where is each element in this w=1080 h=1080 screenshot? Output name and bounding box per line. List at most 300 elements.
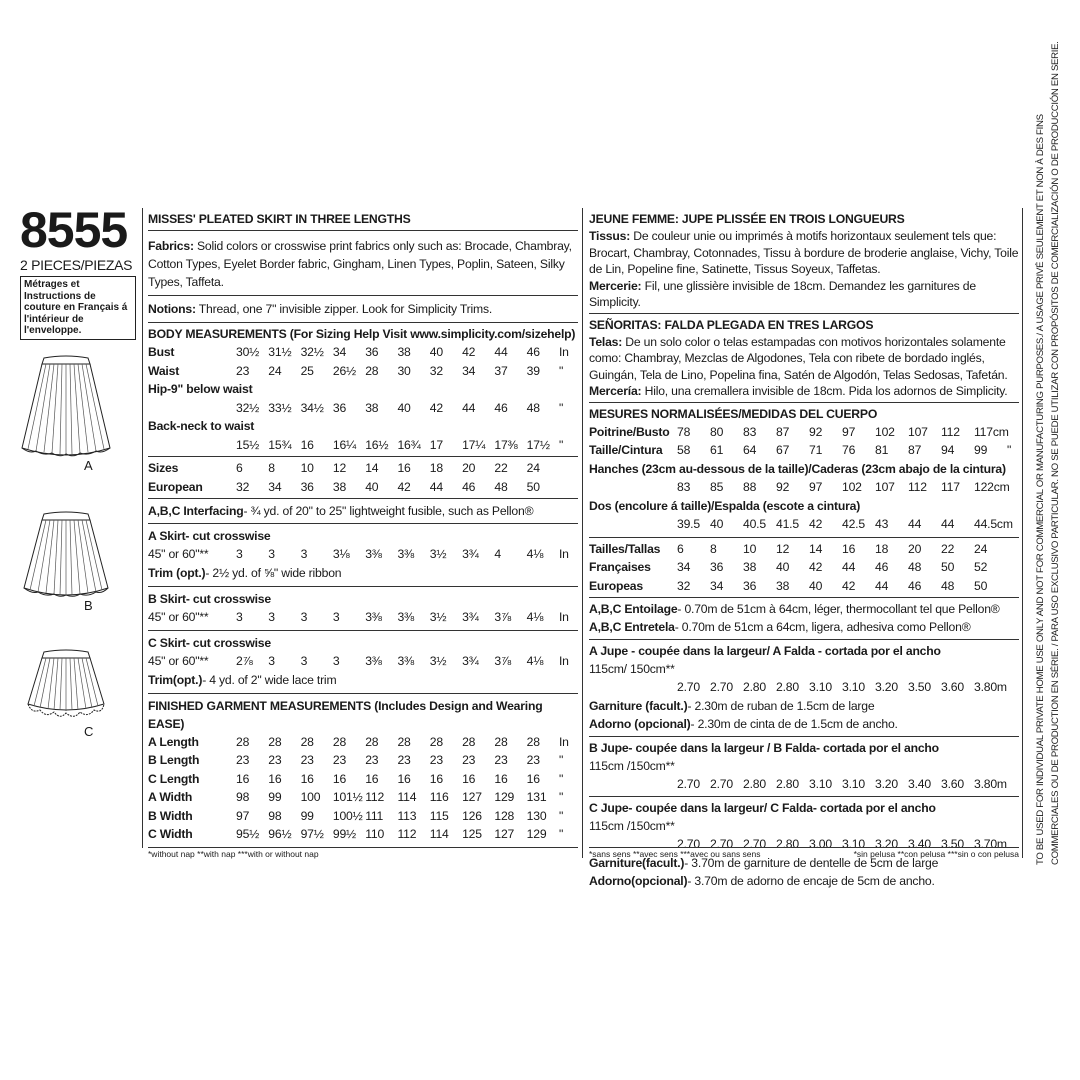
measurement-row [148,362,578,381]
row-value: 107 [908,424,928,439]
row-value: 36 [300,479,314,494]
row-unit: " [558,437,564,452]
row-value: 64 [743,443,757,458]
row-value: 40 [809,578,823,593]
row-value: 8 [710,541,717,556]
row-value: 114 [429,827,449,842]
row-value: 88 [743,480,757,495]
row-value: 30 [397,363,411,378]
row-value: 17¼ [462,437,486,452]
row-unit: " [558,827,564,842]
row-value: 46 [462,479,476,494]
row-value: 20 [908,541,922,556]
legal-line-2: COMMERCIALES OU DE PRODUCTION EN SÉRIE. / PARA USO EXCLUSIVO PARTICULAR. NO SE PUEDE UTILIZAR CON PROPÓSITOS DE COMERCIALIZACIÓN O DE PRODUCCIÓN EN SERIE. [1050,41,1061,865]
fr-a-heading: A Jupe - coupée dans la largeur/ A Falda - cortada por el ancho [589,644,941,658]
row-value: 16 [300,437,314,452]
en-c-heading: C Skirt- cut crosswise [148,636,271,650]
row-value: 92 [776,480,790,495]
row-value: 10 [743,541,757,556]
row-value: 3.60 [941,680,964,695]
row-value: 2.80 [743,680,766,695]
row-value: 22 [494,461,508,476]
es-entretela: A,B,C Entretela- 0.70m de 51cm a 64cm, ligera, adhesiva como Pellon® [589,620,971,634]
row-value: 48 [526,400,540,415]
fr-sizes [589,540,1019,596]
row-value: 46 [908,578,922,593]
row-value: 81 [875,443,889,458]
row-value: 2.70 [743,837,766,852]
es-footnote: *sin pelusa **con pelusa ***sin o con pelusa [853,849,1019,859]
row-value: 2.80 [776,837,799,852]
row-value: 24 [974,541,988,556]
fr-entoilage: A,B,C Entoilage- 0.70m de 51cm à 64cm, léger, thermocollant tel que Pellon® [589,602,1000,616]
row-value: 24 [268,363,282,378]
row-value: 28 [397,734,411,749]
es-merceria: Mercería: Hilo, una cremallera invisible de 18cm. Pida los adornos de Simplicity. [589,384,1008,398]
row-label: 45" or 60"** [148,547,209,562]
row-value: 3.10 [842,776,865,791]
row-value: 42.5 [842,517,865,532]
row-value: 12 [332,461,347,476]
en-body-measurements [148,343,578,454]
measurement-row [148,751,578,770]
measurement-row [589,558,1019,577]
row-value: 100½ [332,808,363,823]
row-value: 23 [526,753,540,768]
es-adorno: Adorno (opcional)- 2.30m de cinta de de 1.5cm de ancho. [589,716,898,731]
row-value: 61 [710,443,724,458]
row-value: 2.80 [776,776,799,791]
french-spanish-section [589,210,1019,890]
row-label: Françaises [589,560,651,575]
measurement-row [148,652,578,671]
row-value: 28 [365,363,379,378]
row-value: 2⅞ [236,654,253,669]
row-value: 96½ [268,827,292,842]
row-value: 58 [677,443,691,458]
en-c-trim: Trim(opt.)- 4 yd. of 2" wide lace trim [148,672,337,687]
en-c-yardage [148,652,578,671]
row-value: 3.00 [809,837,832,852]
row-value: 3.10 [842,837,865,852]
row-value: 44 [429,479,443,494]
row-value: 32 [429,363,443,378]
row-value: 12 [776,541,790,556]
row-value: 3 [268,654,275,669]
skirt-b-illustration [0,510,130,600]
row-value: 98 [236,790,250,805]
row-value: 107 [875,480,895,495]
row-value: 28 [429,734,443,749]
figure-label-b: B [84,598,93,613]
row-unit: In [558,654,569,669]
row-value: 38 [743,560,757,575]
measurement-row [148,459,578,478]
row-value: 67 [776,443,790,458]
row-value: 130 [526,808,547,823]
measurement-row [148,436,578,455]
row-value: 40 [429,345,443,360]
row-value: 97 [809,480,823,495]
row-value: 115 [429,808,449,823]
row-value: 3.60 [941,776,964,791]
measurement-row [589,478,1019,497]
measurement-row [589,775,1019,794]
row-value: 36 [365,345,379,360]
row-label: Waist [148,363,180,378]
row-value: 33½ [268,400,292,415]
row-value: 3¾ [462,609,479,624]
row-value: 3½ [429,609,447,624]
row-value: 2.80 [743,776,766,791]
row-label: European [148,479,203,494]
row-unit: In [558,734,569,749]
fr-title: JEUNE FEMME: JUPE PLISSÉE EN TROIS LONGUEURS [589,212,905,226]
row-value: 23 [429,753,443,768]
row-value: 22 [941,541,955,556]
row-label: A Length [148,734,199,749]
en-sizes [148,459,578,496]
fr-garniture: Garniture (facult.)- 2.30m de ruban de 1.5cm de large [589,698,875,713]
row-value: 101½ [332,790,363,805]
pattern-info [20,202,140,340]
row-value: 3 [300,609,308,624]
row-value: 46 [494,400,508,415]
row-value: 99 [974,443,988,458]
row-value: 23 [397,753,411,768]
row-value: 42 [842,578,856,593]
row-label: B Width [148,808,193,823]
row-value: 36 [743,578,757,593]
en-fabrics: Fabrics: Solid colors or crosswise print fabrics only such as: Brocade, Chambray, Cotton Types, Eyelet Border fabric, Gingham, Linen Types, Poplin, Sateen, Silky Types, Taffeta. [148,239,572,289]
legal-notice [1023,41,1068,865]
fr-a-width: 115cm/ 150cm** [589,662,675,676]
row-value: 16 [332,771,347,786]
row-value: 18 [429,461,443,476]
row-value: 131 [526,790,547,805]
measurement-row [148,545,578,564]
fr-tissus: Tissus: De couleur unie ou imprimés à motifs horizontaux seulement tels que: Brocart, Chambray, Cotonnades, Tissu à bordure de broderie anglaise, Vichy, Toile de Lin, Popeline fine, Satinette, Tissus Soyeux, Taffetas. [589,229,1019,276]
row-value: 48 [494,479,508,494]
row-value: 2.70 [710,680,733,695]
row-value: 114 [397,790,417,805]
row-value: 40 [365,479,379,494]
row-value: 28 [494,734,508,749]
fr-c-heading: C Jupe- coupée dans la largeur/ C Falda- cortada por el ancho [589,801,936,815]
row-value: 3⅜ [397,547,415,562]
figure-label-a: A [84,458,93,473]
row-value: 16 [462,771,476,786]
row-value: 76 [842,443,856,458]
row-value: 40 [397,400,411,415]
row-value: 38 [776,578,790,593]
row-value: 16 [397,771,411,786]
row-value: 28 [236,734,250,749]
row-unit: " [558,400,564,415]
row-value: 87 [776,424,790,439]
en-b-yardage [148,608,578,627]
measurement-row [589,515,1019,534]
row-value: 126 [462,808,482,823]
row-value: 34½ [300,400,324,415]
row-value: 99 [268,790,282,805]
row-value: 48 [908,560,922,575]
row-value: 38 [397,345,411,360]
row-value: 94 [941,443,955,458]
measurement-row [148,807,578,826]
row-value: 83 [677,480,691,495]
row-value: 102 [842,480,862,495]
row-label: 45" or 60"** [148,654,209,669]
row-value: 50 [941,560,955,575]
row-value: 48 [941,578,955,593]
row-value: 23 [332,753,347,768]
row-label: A Width [148,790,193,805]
row-value: 23 [300,753,314,768]
row-value: 3 [332,654,340,669]
row-value: 78 [677,424,691,439]
row-value: 39.5 [677,517,700,532]
row-value: 24 [526,461,540,476]
row-value: 87 [908,443,922,458]
fr-body-measurements [589,423,1019,534]
row-unit: " [558,790,564,805]
row-value: 16 [429,771,443,786]
row-value: 50 [974,578,988,593]
row-value: 36 [710,560,724,575]
figure-label-c: C [84,724,94,739]
row-value: 38 [365,400,379,415]
row-value: 97½ [300,827,324,842]
row-unit: In [558,547,569,562]
row-value: 28 [526,734,540,749]
row-value: 34 [332,345,347,360]
row-value: 2.80 [776,680,799,695]
row-value: 3.10 [809,776,832,791]
measurement-row [589,577,1019,596]
row-value: 2.70 [677,837,700,852]
row-value: 112 [365,790,385,805]
row-value: 32½ [300,345,324,360]
row-label: Europeas [589,578,643,593]
fr-c-width: 115cm /150cm** [589,819,675,833]
row-value: 40.5 [743,517,766,532]
row-value: 3¾ [462,547,479,562]
row-value: 38 [332,479,347,494]
row-value: 28 [268,734,282,749]
row-unit: " [558,771,564,786]
row-value: 52 [974,560,988,575]
fr-footnote: *sans sens **avec sens ***avec ou sans sens [589,849,761,859]
row-value: 40 [776,560,790,575]
row-value: 2.70 [710,837,733,852]
row-value: 3⅜ [365,547,382,562]
row-value: 26½ [332,363,357,378]
row-label: Bust [148,345,175,360]
row-value: 4⅛ [526,654,544,669]
measurement-row [148,399,578,418]
row-value: 112 [941,424,960,439]
pattern-number: 8555 [20,202,128,258]
row-value: 92 [809,424,823,439]
row-value: 3.40 [908,776,931,791]
row-value: 16¾ [397,437,421,452]
row-value: 28 [365,734,379,749]
row-value: 16 [236,771,250,786]
en-finished-heading: FINISHED GARMENT MEASUREMENTS (Includes Design and Wearing EASE) [148,698,543,731]
row-value: 3¾ [462,654,479,669]
row-value: 34 [677,560,691,575]
row-value: 23 [268,753,282,768]
row-value: 16 [842,541,856,556]
row-value: 23 [236,753,250,768]
row-value: 15½ [236,437,260,452]
fr-b-width: 115cm /150cm** [589,758,675,773]
row-value: 116 [429,790,449,805]
fr-b-yardage [589,775,1019,794]
row-value: 3.20 [875,680,898,695]
row-value: 125 [462,827,482,842]
measurement-row [589,441,1019,460]
measurement-row [148,343,578,362]
row-value: 2.70 [677,776,700,791]
row-value: 3.50 [908,680,931,695]
row-value: 37 [494,363,508,378]
row-label: Poitrine/Busto [589,424,670,439]
measurement-row [589,423,1019,442]
row-value: 3.50 [941,837,964,852]
row-value: 36 [332,400,347,415]
row-unit: " [558,753,564,768]
row-value: 102 [875,424,895,439]
measurement-row [148,770,578,789]
row-value: 23 [462,753,476,768]
row-value: 14 [809,541,823,556]
row-value: 6 [236,461,243,476]
row-label: B Length [148,753,200,768]
row-value: 14 [365,461,379,476]
row-unit: In [558,345,569,360]
row-value: 34 [710,578,724,593]
row-value: 3.10 [842,680,865,695]
row-value: 83 [743,424,757,439]
row-value: 3.80m [974,680,1007,695]
row-value: 2.70 [677,680,700,695]
row-value: 32½ [236,400,260,415]
row-value: 3⅞ [494,654,511,669]
row-label: Taille/Cintura [589,443,663,458]
row-value: 3.10 [809,680,832,695]
row-value: 3⅜ [365,609,382,624]
es-title: SEÑORITAS: FALDA PLEGADA EN TRES LARGOS [589,317,874,332]
row-sub-label: Back-neck to waist [148,419,255,433]
row-value: 32 [677,578,691,593]
skirt-c-illustration [0,648,130,720]
row-unit: " [558,808,564,823]
row-value: 25 [300,363,314,378]
row-value: 16 [365,771,379,786]
row-value: 23 [365,753,379,768]
row-value: 28 [300,734,314,749]
english-section [148,210,578,844]
legal-line-1: TO BE USED FOR INDIVIDUAL PRIVATE HOME USE ONLY AND NOT FOR COMMERCIAL OR MANUFACTURING PURPOSES./ A USAGE PRIVÉ SEULEMENT ET NON À DES FINS [1035,114,1046,865]
row-value: 18 [875,541,889,556]
row-value: 30½ [236,345,260,360]
row-value: 17½ [526,437,550,452]
row-value: 16 [268,771,282,786]
measurement-row [148,733,578,752]
row-value: 34 [268,479,282,494]
row-value: 16 [300,771,314,786]
row-sub-label: Hip-9" below waist [148,382,253,396]
row-unit: " [558,363,564,378]
measurement-row [148,478,578,497]
measurement-row [589,540,1019,559]
row-value: 3 [300,547,308,562]
row-value: 3.80m [974,776,1007,791]
row-value: 39 [526,363,540,378]
row-value: 28 [462,734,476,749]
row-value: 98 [268,808,282,823]
row-value: 23 [236,363,250,378]
row-value: 42 [429,400,443,415]
row-value: 44 [941,517,955,532]
row-value: 3 [300,654,308,669]
row-value: 44 [462,400,476,415]
row-value: 127 [462,790,482,805]
row-value: 28 [332,734,347,749]
row-value: 6 [677,541,684,556]
row-value: 3.40 [908,837,931,852]
row-label: C Length [148,771,200,786]
row-value: 95½ [236,827,260,842]
row-value: 3⅛ [332,547,350,562]
row-value: 32 [236,479,250,494]
row-value: 16 [397,461,411,476]
row-value: 15¾ [268,437,292,452]
row-value: 46 [526,345,540,360]
en-notions: Notions: Thread, one 7" invisible zipper. Look for Simplicity Trims. [148,302,493,316]
fr-mesures-heading: MESURES NORMALISÉES/MEDIDAS DEL CUERPO [589,406,878,421]
row-value: 3.20 [875,837,898,852]
row-value: 99 [300,808,314,823]
fr-garniture2: Garniture(facult.)- 3.70m de garniture de dentelle de 5cm de large [589,855,939,870]
row-value: 117cm [974,424,1009,439]
row-value: 44 [908,517,922,532]
en-body-heading: BODY MEASUREMENTS (For Sizing Help Visit www.simplicity.com/sizehelp) [148,327,576,341]
row-value: 117 [941,480,960,495]
measurement-row [148,788,578,807]
es-telas: Telas: De un solo color o telas estampadas con motivos horizontales solamente como: Chambray, Mezclas de Algodones, Tela con ribete de bordado inglés, Guingán, Tela de Lino, Popelina fina, Satén de Algodón, Telas Sedosas, Tafetán. [589,334,1008,382]
row-value: 42 [397,479,411,494]
row-value: 42 [809,517,823,532]
en-interfacing: A,B,C Interfacing- ¾ yd. of 20" to 25" lightweight fusible, such as Pellon® [148,504,534,518]
row-label: C Width [148,827,193,842]
row-value: 127 [494,827,515,842]
row-value: 16 [494,771,508,786]
measurement-row [148,825,578,844]
divider-left [142,208,143,848]
row-value: 2.70 [710,776,733,791]
skirt-a-illustration [0,352,130,460]
row-value: 111 [365,808,384,823]
row-label: 45" or 60"** [148,609,209,624]
row-value: 97 [236,808,250,823]
row-value: 110 [365,827,385,842]
row-value: 40 [710,517,724,532]
row-value: 42 [462,345,476,360]
row-value: 3.20 [875,776,898,791]
